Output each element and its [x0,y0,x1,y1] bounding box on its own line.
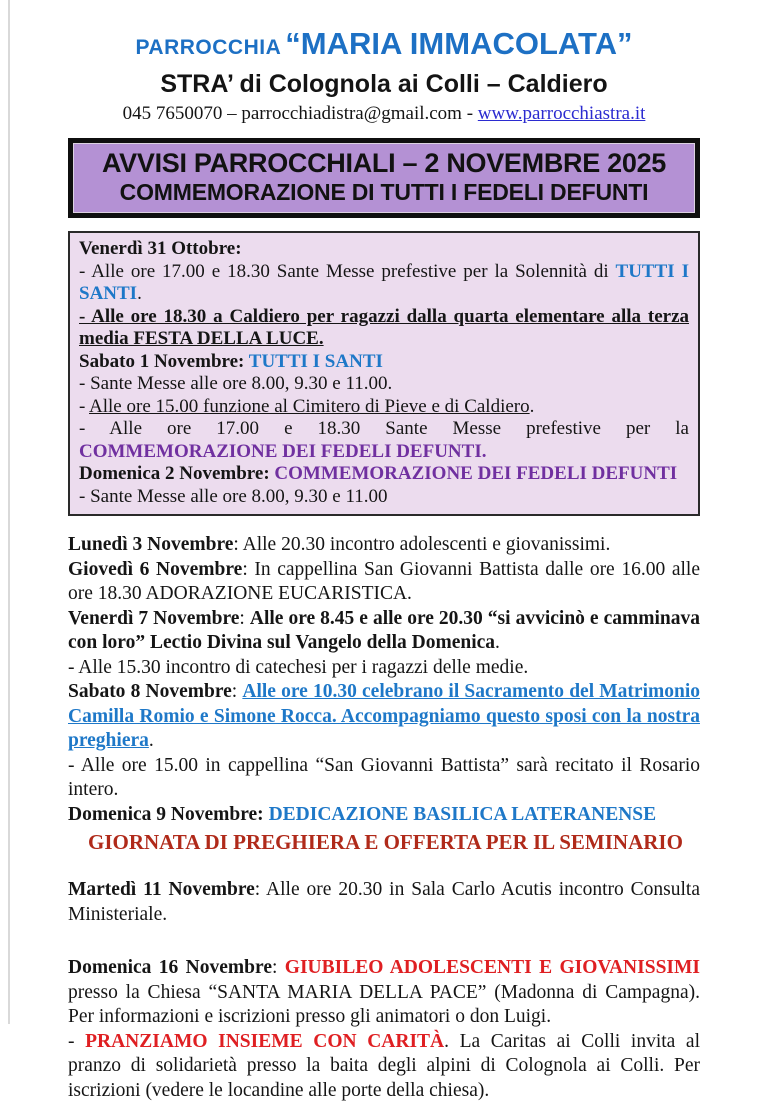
text-segment: Sabato 1 Novembre: [79,351,249,372]
text-segment: . [137,283,142,304]
text-segment: - Alle ore 18.30 a Caldiero per ragazzi dalla quarta elementare alla terza media FESTA DELLA LUCE. [79,306,689,350]
text-segment: : Alle ore 20.30 in Sala Carlo Acutis incontro Consulta Ministeriale. [68,879,700,925]
website-link[interactable]: www.parrocchiastra.it [478,103,646,124]
text-segment: : In cappellina San Giovanni Battista dalle ore 16.00 alle ore 18.30 ADORAZIONE EUCARISTICA. [68,559,700,605]
text-segment: Alle ore 10.30 celebrano il Sacramento del Matrimonio Camilla Romio e Simone Rocca. Accompagniamo questo sposi con la nostra preghiera [68,681,700,751]
text-segment: . La Caritas ai Colli invita al pranzo di solidarietà presso la baita degli alpini di Colognola ai Colli. Per iscrizioni (vedere le locandine alle porte della chiesa). [68,1031,700,1101]
text-segment: Domenica 16 Novembre [68,957,272,978]
event-lunedi-3 [68,533,700,558]
banner-title-line: AVVISI PARROCCHIALI – 2 NOVEMBRE 2025 [78,148,690,179]
text-segment: - Alle 15.30 incontro di catechesi per i ragazzi delle medie. [68,657,528,678]
phone-email-text: 045 7650070 – parrocchiadistra@gmail.com - [123,103,478,124]
text-segment: - Sante Messe alle ore 8.00, 9.30 e 11.00. [79,373,392,394]
box-line-cimitero [79,396,689,419]
parrocchia-label: PARROCCHIA [135,36,281,59]
text-segment: TUTTI I SANTI [79,261,689,305]
text-segment: - Sante Messe alle ore 8.00, 9.30 e 11.00 [79,486,388,507]
announcement-banner [68,138,700,218]
event-domenica-9 [68,803,700,828]
text-segment: Giovedì 6 Novembre [68,559,242,580]
events-body [68,533,700,1103]
text-segment: Alle ore 8.45 e alle ore 20.30 “si avvicinò e camminava con loro” Lectio Divina sul Vangelo della Domenica [68,608,700,654]
scan-edge-line [8,0,10,1024]
text-segment: - Alle ore 15.00 in cappellina “San Giovanni Battista” sarà recitato il Rosario intero. [68,755,700,801]
parish-subtitle: STRA’ di Colognola ai Colli – Caldiero [68,70,700,99]
text-segment: Sabato 8 Novembre [68,681,232,702]
event-giovedi-6 [68,558,700,607]
parish-title-line [68,26,700,68]
text-segment: DEDICAZIONE BASILICA LATERANENSE [269,804,657,825]
box-line-messe-commemorazione [79,418,689,463]
text-segment: . [530,396,535,417]
box-line-messe-prefestive [79,261,689,306]
event-sabato-8 [68,680,700,754]
event-domenica-16 [68,956,700,1030]
event-rosario [68,754,700,803]
text-segment: Martedì 11 Novembre [68,879,255,900]
contact-line [68,102,700,125]
event-venerdi-7 [68,607,700,656]
text-segment: COMMEMORAZIONE DEI FEDELI DEFUNTI. [79,441,486,462]
text-segment: Domenica 9 Novembre: [68,804,269,825]
box-line-domenica-2 [79,463,689,486]
text-segment: COMMEMORAZIONE DEI FEDELI DEFUNTI [274,463,677,484]
text-segment: - Alle ore 17.00 e 18.30 Sante Messe prefestive per la Solennità di [79,261,616,282]
text-segment: PRANZIAMO INSIEME CON CARITÀ [85,1031,444,1052]
text-segment: - Alle ore 17.00 e 18.30 Sante Messe prefestive per la [79,418,689,439]
text-segment: Venerdì 31 Ottobre: [79,238,242,259]
events-box [68,231,700,516]
text-segment: Venerdì 7 Novembre [68,608,239,629]
event-martedi-11 [68,878,700,927]
text-segment: : [272,957,285,978]
parish-title: “MARIA IMMACOLATA” [285,26,632,61]
text-segment: : Alle 20.30 incontro adolescenti e giovanissimi. [233,534,610,555]
box-line-festa-della-luce [79,306,689,351]
text-segment: . [149,730,154,751]
text-segment: - [79,396,89,417]
announcement-banner-inner [73,143,695,213]
text-segment: Domenica 2 Novembre: [79,463,274,484]
text-segment: TUTTI I SANTI [249,351,383,372]
text-segment: : [232,681,243,702]
text-segment: . [495,632,500,653]
text-segment: GIUBILEO ADOLESCENTI E GIOVANISSIMI [285,957,700,978]
event-giornata-seminario [68,829,700,855]
box-line-venerdi-31 [79,238,689,261]
text-segment: : [239,608,249,629]
box-line-sante-messe-2 [79,486,689,509]
text-segment: Alle ore 15.00 funzione al Cimitero di Pieve e di Caldiero [89,396,530,417]
box-line-sante-messe-1 [79,373,689,396]
text-segment: - [68,1031,85,1052]
text-segment: presso la Chiesa “SANTA MARIA DELLA PACE” (Madonna di Campagna). Per informazioni e iscrizioni presso gli animatori o don Luigi. [68,982,700,1028]
text-segment: Lunedì 3 Novembre [68,534,233,555]
banner-subtitle-line: COMMEMORAZIONE DI TUTTI I FEDELI DEFUNTI [78,179,690,206]
box-line-sabato-1 [79,351,689,374]
parish-header [68,26,700,125]
text-segment: GIORNATA DI PREGHIERA E OFFERTA PER IL SEMINARIO [88,830,683,854]
event-pranziamo-carita [68,1030,700,1103]
event-catechesi-medie [68,656,700,681]
